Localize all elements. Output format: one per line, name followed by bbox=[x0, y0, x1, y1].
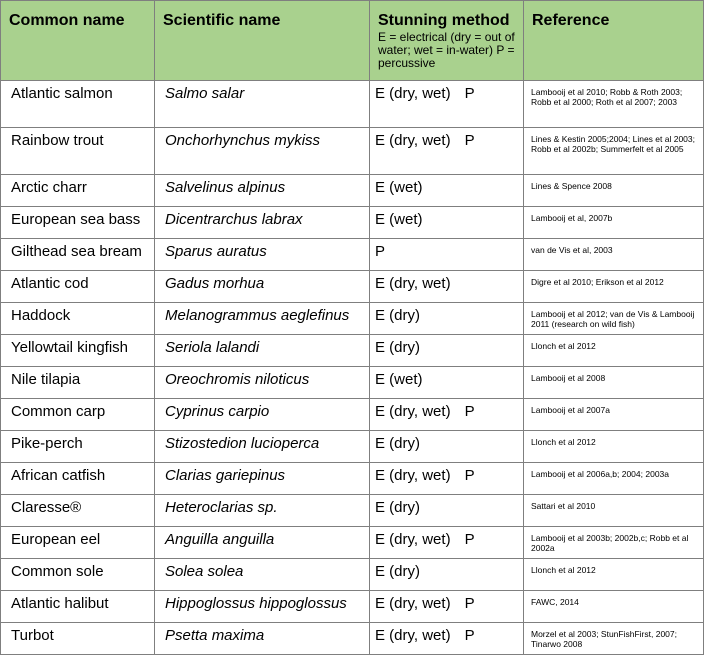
electrical-method: E (wet) bbox=[375, 179, 423, 196]
electrical-method: P bbox=[375, 243, 386, 260]
reference-cell: FAWC, 2014 bbox=[524, 591, 704, 623]
table-row bbox=[1, 128, 704, 175]
common-name-cell: Atlantic cod bbox=[1, 271, 155, 303]
stunning-method-cell bbox=[370, 495, 524, 527]
percussive-method: P bbox=[464, 531, 475, 548]
header-scientific-name: Scientific name bbox=[155, 1, 370, 81]
stunning-method-cell bbox=[370, 335, 524, 367]
electrical-method: E (dry, wet) bbox=[375, 627, 451, 644]
table-row bbox=[1, 207, 704, 239]
percussive-method: P bbox=[464, 627, 475, 644]
stunning-method-cell bbox=[370, 271, 524, 303]
reference-cell: Lines & Spence 2008 bbox=[524, 175, 704, 207]
reference-cell: Lambooij et al 2003b; 2002b,c; Robb et al 2002a bbox=[524, 527, 704, 559]
common-name-cell: Atlantic salmon bbox=[1, 81, 155, 128]
scientific-name-cell: Oreochromis niloticus bbox=[155, 367, 370, 399]
table-row bbox=[1, 271, 704, 303]
common-name-cell: Common carp bbox=[1, 399, 155, 431]
reference-cell: Lambooij et al 2007a bbox=[524, 399, 704, 431]
common-name-cell: European sea bass bbox=[1, 207, 155, 239]
reference-cell: Morzel et al 2003; StunFishFirst, 2007; Tinarwo 2008 bbox=[524, 623, 704, 655]
header-reference: Reference bbox=[524, 1, 704, 81]
stunning-method-cell bbox=[370, 431, 524, 463]
stunning-method-cell bbox=[370, 128, 524, 175]
stunning-method-cell bbox=[370, 175, 524, 207]
common-name-cell: Pike-perch bbox=[1, 431, 155, 463]
reference-cell: Lambooij et al, 2007b bbox=[524, 207, 704, 239]
table-row bbox=[1, 239, 704, 271]
header-common-name: Common name bbox=[1, 1, 155, 81]
table-row bbox=[1, 623, 704, 655]
scientific-name-cell: Melanogrammus aeglefinus bbox=[155, 303, 370, 335]
stunning-method-cell bbox=[370, 463, 524, 495]
reference-cell: Llonch et al 2012 bbox=[524, 559, 704, 591]
electrical-method: E (dry) bbox=[375, 435, 420, 452]
scientific-name-cell: Salvelinus alpinus bbox=[155, 175, 370, 207]
stunning-method-cell bbox=[370, 81, 524, 128]
common-name-cell: Atlantic halibut bbox=[1, 591, 155, 623]
table-row bbox=[1, 303, 704, 335]
scientific-name-cell: Solea solea bbox=[155, 559, 370, 591]
scientific-name-cell: Clarias gariepinus bbox=[155, 463, 370, 495]
scientific-name-cell: Cyprinus carpio bbox=[155, 399, 370, 431]
table-row bbox=[1, 399, 704, 431]
reference-cell: Lambooij et al 2012; van de Vis & Lambooij 2011 (research on wild fish) bbox=[524, 303, 704, 335]
electrical-method: E (wet) bbox=[375, 371, 423, 388]
scientific-name-cell: Dicentrarchus labrax bbox=[155, 207, 370, 239]
stunning-method-cell bbox=[370, 303, 524, 335]
scientific-name-cell: Sparus auratus bbox=[155, 239, 370, 271]
scientific-name-cell: Hippoglossus hippoglossus bbox=[155, 591, 370, 623]
common-name-cell: African catfish bbox=[1, 463, 155, 495]
reference-cell: Digre et al 2010; Erikson et al 2012 bbox=[524, 271, 704, 303]
percussive-method: P bbox=[464, 132, 475, 149]
table-row bbox=[1, 431, 704, 463]
electrical-method: E (dry, wet) bbox=[375, 467, 451, 484]
stunning-method-cell bbox=[370, 207, 524, 239]
header-stunning-method bbox=[370, 1, 524, 81]
table-row bbox=[1, 175, 704, 207]
reference-cell: Lines & Kestin 2005;2004; Lines et al 2003; Robb et al 2002b; Summerfelt et al 2005 bbox=[524, 128, 704, 175]
reference-cell: Sattari et al 2010 bbox=[524, 495, 704, 527]
percussive-method: P bbox=[464, 467, 475, 484]
reference-cell: Llonch et al 2012 bbox=[524, 335, 704, 367]
reference-cell: Lambooij et al 2006a,b; 2004; 2003a bbox=[524, 463, 704, 495]
electrical-method: E (dry) bbox=[375, 307, 420, 324]
common-name-cell: European eel bbox=[1, 527, 155, 559]
reference-cell: Llonch et al 2012 bbox=[524, 431, 704, 463]
percussive-method: P bbox=[464, 403, 475, 420]
common-name-cell: Arctic charr bbox=[1, 175, 155, 207]
electrical-method: E (dry, wet) bbox=[375, 85, 451, 102]
reference-cell: Lambooij et al 2010; Robb & Roth 2003; Robb et al 2000; Roth et al 2007; 2003 bbox=[524, 81, 704, 128]
reference-cell: Lambooij et al 2008 bbox=[524, 367, 704, 399]
table-row bbox=[1, 463, 704, 495]
stunning-method-cell bbox=[370, 527, 524, 559]
percussive-method: P bbox=[464, 595, 475, 612]
electrical-method: E (dry) bbox=[375, 499, 420, 516]
scientific-name-cell: Anguilla anguilla bbox=[155, 527, 370, 559]
common-name-cell: Common sole bbox=[1, 559, 155, 591]
common-name-cell: Turbot bbox=[1, 623, 155, 655]
stunning-method-cell bbox=[370, 367, 524, 399]
electrical-method: E (dry) bbox=[375, 563, 420, 580]
table-row bbox=[1, 495, 704, 527]
scientific-name-cell: Heteroclarias sp. bbox=[155, 495, 370, 527]
common-name-cell: Haddock bbox=[1, 303, 155, 335]
common-name-cell: Claresse® bbox=[1, 495, 155, 527]
stunning-method-cell bbox=[370, 623, 524, 655]
electrical-method: E (dry, wet) bbox=[375, 531, 451, 548]
stunning-method-cell bbox=[370, 591, 524, 623]
stunning-method-cell bbox=[370, 559, 524, 591]
scientific-name-cell: Stizostedion lucioperca bbox=[155, 431, 370, 463]
table-row bbox=[1, 367, 704, 399]
scientific-name-cell: Psetta maxima bbox=[155, 623, 370, 655]
table-row bbox=[1, 591, 704, 623]
electrical-method: E (dry, wet) bbox=[375, 132, 451, 149]
header-method-title: Stunning method bbox=[378, 12, 510, 29]
stunning-method-cell bbox=[370, 399, 524, 431]
electrical-method: E (dry) bbox=[375, 339, 420, 356]
electrical-method: E (dry, wet) bbox=[375, 403, 451, 420]
common-name-cell: Nile tilapia bbox=[1, 367, 155, 399]
electrical-method: E (dry, wet) bbox=[375, 595, 451, 612]
scientific-name-cell: Onchorhynchus mykiss bbox=[155, 128, 370, 175]
header-row bbox=[1, 1, 704, 81]
table-row bbox=[1, 559, 704, 591]
header-method-note: E = electrical (dry = out of water; wet = in-water) P = percussive bbox=[378, 30, 515, 70]
common-name-cell: Yellowtail kingfish bbox=[1, 335, 155, 367]
table-row bbox=[1, 335, 704, 367]
electrical-method: E (wet) bbox=[375, 211, 423, 228]
reference-cell: van de Vis et al, 2003 bbox=[524, 239, 704, 271]
common-name-cell: Rainbow trout bbox=[1, 128, 155, 175]
electrical-method: E (dry, wet) bbox=[375, 275, 451, 292]
scientific-name-cell: Gadus morhua bbox=[155, 271, 370, 303]
table-row bbox=[1, 81, 704, 128]
percussive-method: P bbox=[464, 85, 475, 102]
stunning-method-cell bbox=[370, 239, 524, 271]
common-name-cell: Gilthead sea bream bbox=[1, 239, 155, 271]
scientific-name-cell: Seriola lalandi bbox=[155, 335, 370, 367]
scientific-name-cell: Salmo salar bbox=[155, 81, 370, 128]
table-row bbox=[1, 527, 704, 559]
